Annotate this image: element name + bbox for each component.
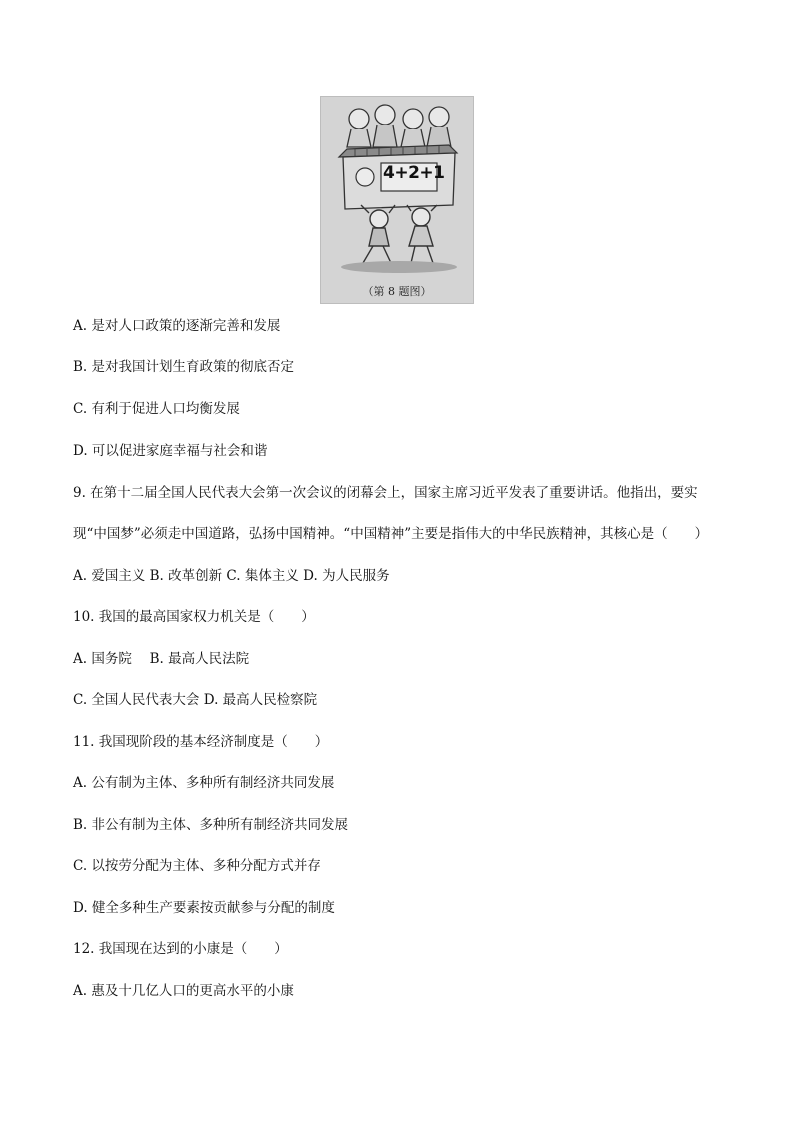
question-10-options-cd: C. 全国人民代表大会 D. 最高人民检察院 <box>73 692 318 708</box>
question-9-line-2: 现“中国梦”必须走中国道路，弘扬中国精神。“中国精神”主要是指伟大的中华民族精神，其核心是（ ） <box>73 526 709 542</box>
option-11b: B. 非公有制为主体、多种所有制经济共同发展 <box>73 817 349 833</box>
option-11c: C. 以按劳分配为主体、多种分配方式并存 <box>73 858 321 874</box>
question-10-options-ab: A. 国务院 B. 最高人民法院 <box>73 651 250 667</box>
question-9-line-1: 9. 在第十二届全国人民代表大会第一次会议的闭幕会上，国家主席习近平发表了重要讲话。他指出，要实 <box>73 485 698 501</box>
option-11d: D. 健全多种生产要素按贡献参与分配的制度 <box>73 900 335 916</box>
question-10-stem: 10. 我国的最高国家权力机关是（ ） <box>73 609 315 625</box>
question-12-stem: 12. 我国现在达到的小康是（ ） <box>73 941 288 957</box>
question-11-stem: 11. 我国现阶段的基本经济制度是（ ） <box>73 734 329 750</box>
cartoon-illustration <box>321 97 475 305</box>
option-8c: C. 有利于促进人口均衡发展 <box>73 401 240 417</box>
option-12a: A. 惠及十几亿人口的更高水平的小康 <box>73 983 294 999</box>
option-11a: A. 公有制为主体、多种所有制经济共同发展 <box>73 775 335 791</box>
question-8-figure <box>320 96 474 304</box>
figure-caption: （第 8 题图） <box>362 285 432 298</box>
question-9-options: A. 爱国主义 B. 改革创新 C. 集体主义 D. 为人民服务 <box>73 568 390 584</box>
option-8a: A. 是对人口政策的逐渐完善和发展 <box>73 318 281 334</box>
option-8b: B. 是对我国计划生育政策的彻底否定 <box>73 359 295 375</box>
cart-sign-text: 4+2+1 <box>383 163 445 183</box>
option-8d: D. 可以促进家庭幸福与社会和谐 <box>73 443 268 459</box>
